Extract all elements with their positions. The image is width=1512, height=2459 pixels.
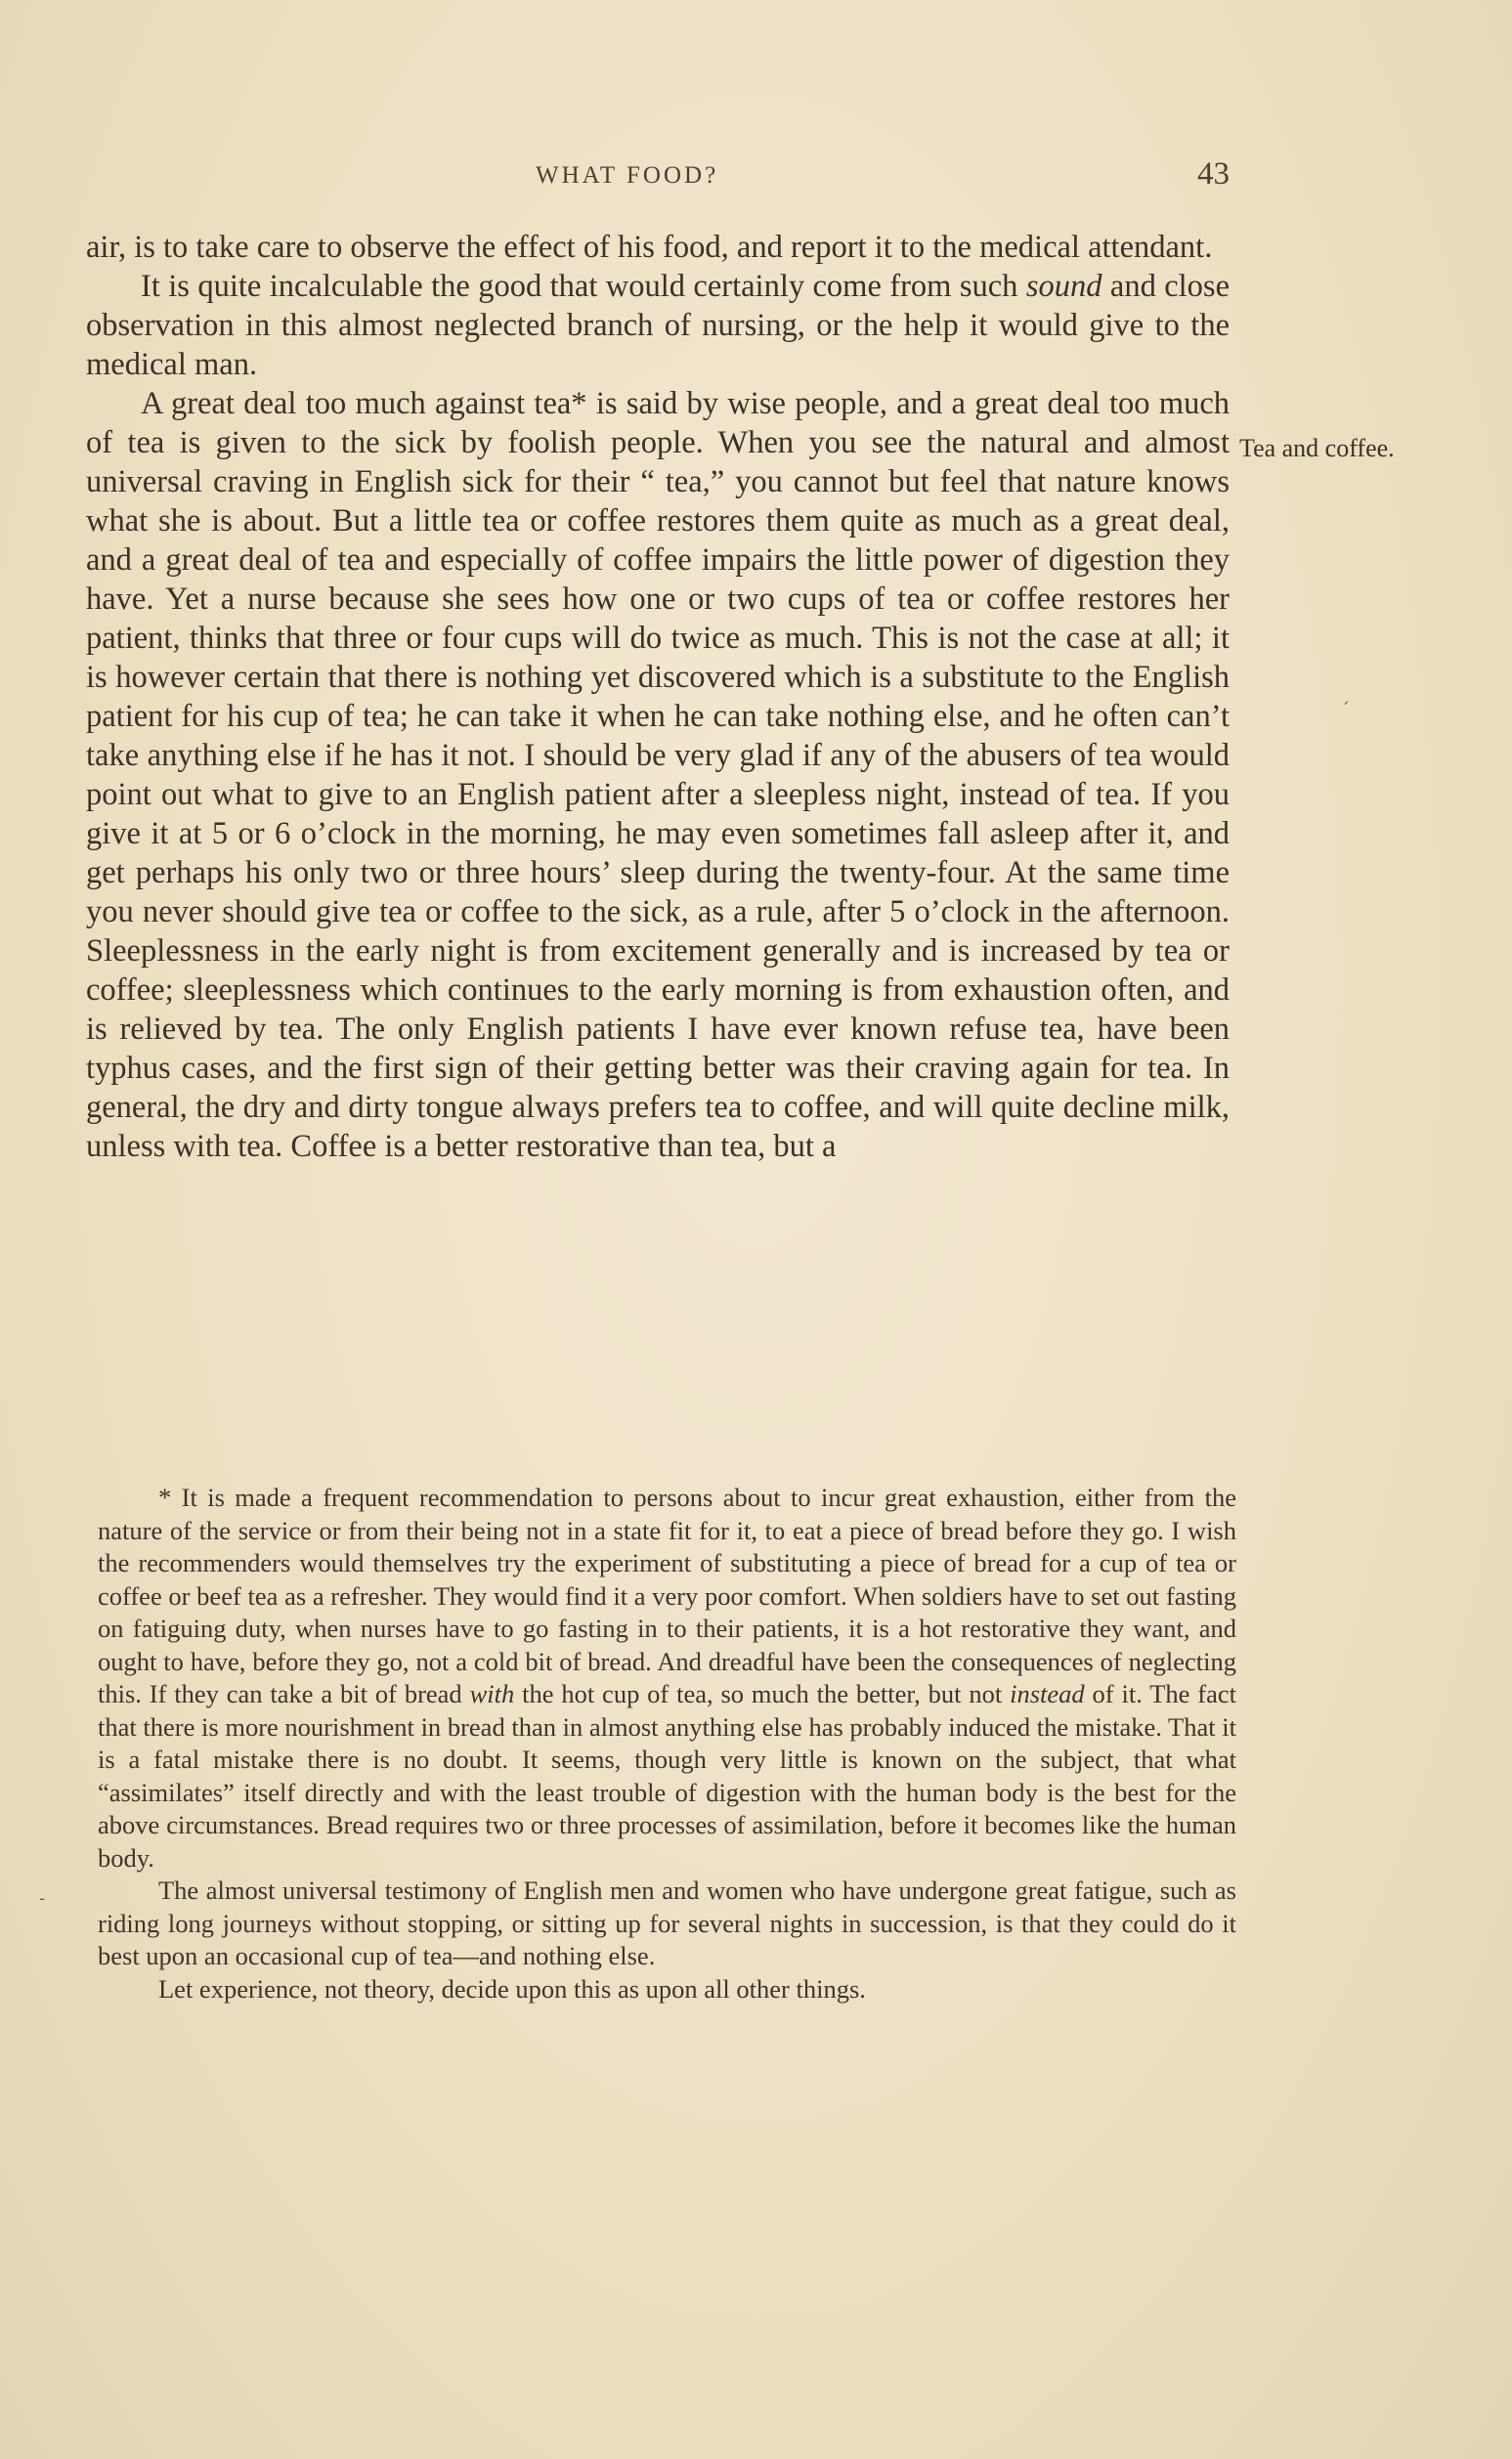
footnote-testimony: The almost universal testimony of English men and women who have undergone great fatigue, such as riding long journeys without stopping, or sitting up for several nights in succession, is that they could do it best upon an occasional cup of tea—and nothing else.: [98, 1876, 1236, 1970]
ink-speck: -: [39, 1888, 46, 1909]
footnote-bread: [98, 1482, 1236, 1875]
footnote-text: * It is made a frequent recommendation to persons about to incur great exhaustion, either from the nature of the service or from their being not in a state fit for it, to eat a piece of bread before they go. I wish the recommenders would themselves try the experiment of substituting a piece of bread for a cup of tea or coffee or beef tea as a refresher. They would find it a very poor comfort. When soldiers have to set out fasting on fatiguing duty, when nurses have to go fasting in to their patients, it is a hot restorative they want, and ought to have, before they go, not a cold bit of bread. And dreadful have been the consequences of neglecting this. If they can take a bit of bread: [98, 1483, 1236, 1708]
paragraph-observation: [86, 267, 1230, 384]
page-header: [86, 156, 1230, 195]
running-head: WHAT FOOD?: [536, 162, 719, 189]
paragraph-text: and close observation in this almost neglected branch of nursing, or the help it would give to the medical man.: [86, 269, 1231, 382]
footnote-block: [98, 1482, 1236, 2006]
main-text: [86, 228, 1230, 1166]
emphasis-with: with: [469, 1679, 515, 1708]
margin-note: Tea and coffee.: [1239, 434, 1395, 462]
ink-speck: ˊ: [1341, 700, 1350, 720]
footnote-text: of it. The fact that there is more nourishment in bread than in almost anything else has probably induced the mistake. That it is a fatal mistake there is no doubt. It seems, though very little is known on the subject, that what “assimilates” itself directly and with the least trouble of digestion with the human body is the best for the above circumstances. Bread requires two or three processes of assimilation, before it becomes like the human body.: [98, 1679, 1237, 1873]
footnote-text: the hot cup of tea, so much the better, but not: [514, 1679, 1011, 1708]
page-number: 43: [1197, 156, 1230, 192]
emphasis-sound: sound: [1025, 269, 1102, 304]
footnote-experience: Let experience, not theory, decide upon this as upon all other things.: [158, 1973, 866, 2004]
paragraph-text: It is quite incalculable the good that would certainly come from such: [141, 269, 1026, 304]
emphasis-instead: instead: [1010, 1679, 1085, 1708]
paragraph-tea: A great deal too much against tea* is said by wise people, and a great deal too much of tea is given to the sick by foolish people. When you see the natural and almost universal craving in English sick for their “ tea,” you cannot but feel that nature knows what she is about. But a little tea or coffee restores them quite as much as a great deal, and a great deal of tea and especially of coffee impairs the little power of digestion they have. Yet a nurse because she sees how one or two cups of tea or coffee restores her patient, thinks that three or four cups will do twice as much. This is not the case at all; it is however certain that there is nothing yet discovered which is a substitute to the English patient for his cup of tea; he can take it when he can take nothing else, and he often can’t take anything else if he has it not. I should be very glad if any of the abusers of tea would point out what to give to an English patient after a sleepless night, instead of tea. If you give it at 5 or 6 o’clock in the morning, he may even sometimes fall asleep after it, and get perhaps his only two or three hours’ sleep during the twenty-four. At the same time you never should give tea or coffee to the sick, as a rule, after 5 o’clock in the afternoon. Sleeplessness in the early night is from excitement generally and is increased by tea or coffee; sleeplessness which continues to the early morning is from exhaustion often, and is relieved by tea. The only English patients I have ever known refuse tea, have been typhus cases, and the first sign of their getting better was their craving again for tea. In general, the dry and dirty tongue always prefers tea to coffee, and will quite decline milk, unless with tea. Coffee is a better restorative than tea, but a: [86, 386, 1230, 1164]
paragraph-continuation: air, is to take care to observe the effect of his food, and report it to the medical attendant.: [86, 230, 1213, 265]
